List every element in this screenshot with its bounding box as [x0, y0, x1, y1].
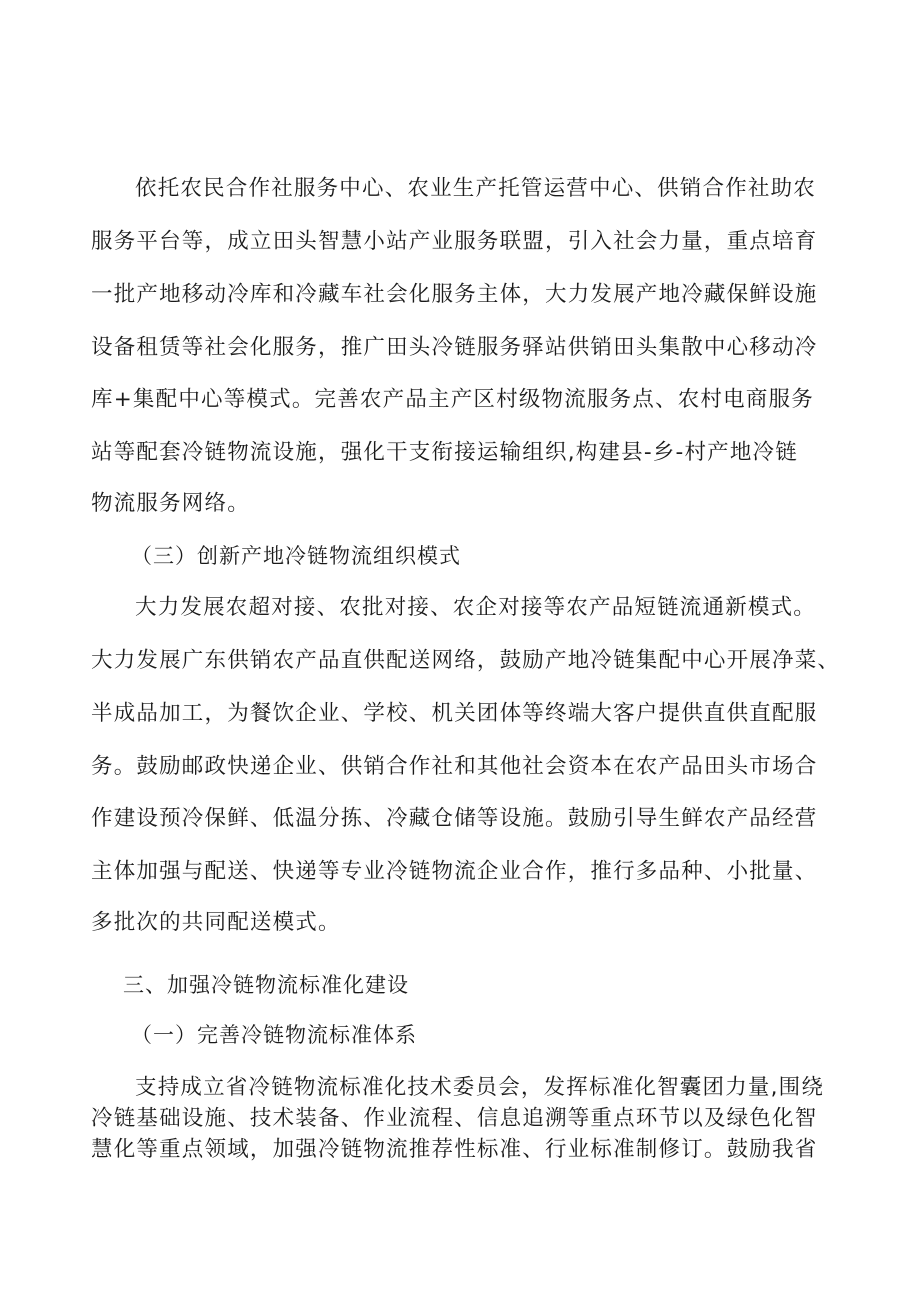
paragraph-line: 一批产地移动冷库和冷藏车社会化服务主体，大力发展产地冷藏保鲜设施 — [91, 282, 818, 307]
paragraph-line: 多批次的共同配送模式。 — [91, 910, 341, 935]
subsection-heading: （一）完善冷链物流标准体系 — [131, 1023, 417, 1047]
paragraph-line: 支持成立省冷链物流标准化技术委员会，发挥标准化智囊团力量,围绕 — [135, 1075, 825, 1100]
paragraph-line: 主体加强与配送、快递等专业冷链物流企业合作，推行多品种、小批量、 — [91, 859, 818, 884]
paragraph-line: 大力发展广东供销农产品直供配送网络，鼓励产地冷链集配中心开展净菜、 — [91, 648, 841, 673]
paragraph-line: 大力发展农超对接、农批对接、农企对接等农产品短链流通新模式。 — [135, 595, 817, 620]
paragraph-line: 冷链基础设施、技术装备、作业流程、信息追溯等重点环节以及绿色化智 — [91, 1106, 818, 1131]
paragraph-line: 依托农民合作社服务中心、农业生产托管运营中心、供销合作社助农 — [135, 176, 817, 201]
paragraph-line: 设备租赁等社会化服务，推广田头冷链服务驿站供销田头集散中心移动冷 — [91, 335, 818, 360]
paragraph-line: 慧化等重点领域，加强冷链物流推荐性标准、行业标准制修订。鼓励我省 — [91, 1137, 818, 1162]
subsection-heading: （三）创新产地冷链物流组织模式 — [131, 544, 461, 568]
section-heading: 三、加强冷链物流标准化建设 — [123, 973, 409, 997]
paragraph-line: 物流服务网络。 — [91, 491, 250, 516]
paragraph-line: 务。鼓励邮政快递企业、供销合作社和其他社会资本在农产品田头市场合 — [91, 754, 818, 779]
paragraph-line: 作建设预冷保鲜、低温分拣、冷藏仓储等设施。鼓励引导生鲜农产品经营 — [91, 806, 818, 831]
paragraph-line: 半成品加工，为餐饮企业、学校、机关团体等终端大客户提供直供直配服 — [91, 701, 818, 726]
paragraph-line: 库+集配中心等模式。完善农产品主产区村级物流服务点、农村电商服务 — [91, 387, 814, 412]
paragraph-line: 服务平台等，成立田头智慧小站产业服务联盟，引入社会力量，重点培育 — [91, 229, 818, 254]
paragraph-line: 站等配套冷链物流设施，强化干支衔接运输组织,构建县-乡-村产地冷链 — [91, 440, 798, 465]
